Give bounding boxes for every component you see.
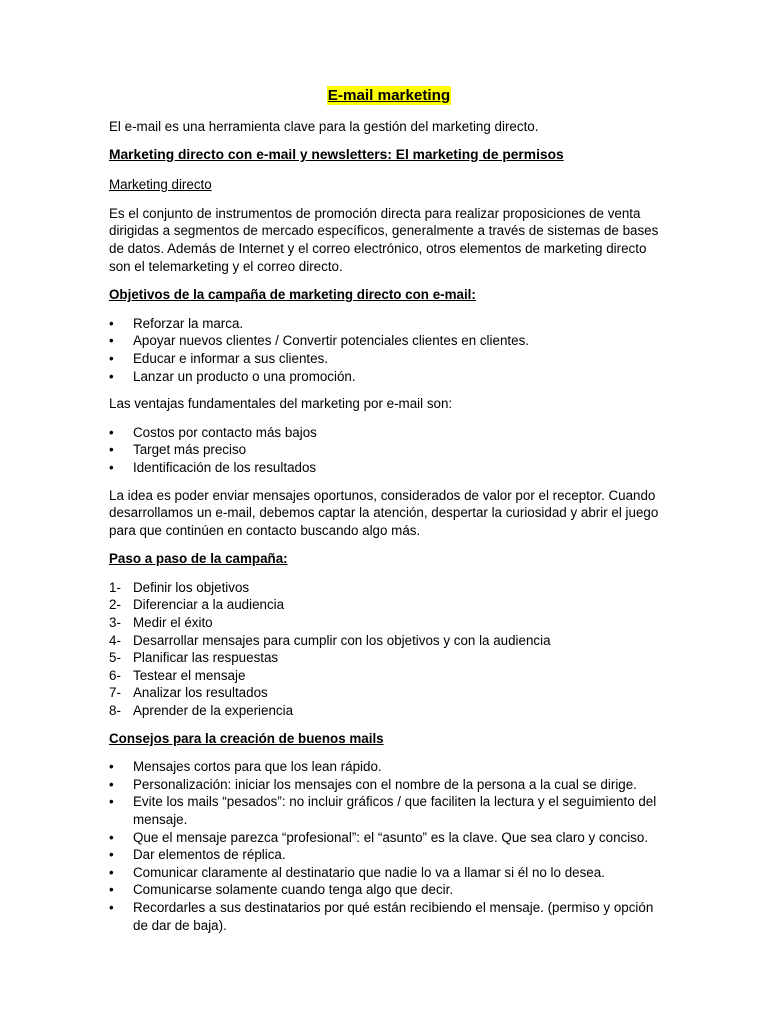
list-item-text: Mensajes cortos para que los lean rápido. <box>133 759 382 775</box>
list-item-text: Target más preciso <box>133 442 247 458</box>
bullet-mark: • <box>109 368 114 384</box>
list-item <box>109 899 669 934</box>
list-item-text: Desarrollar mensajes para cumplir con los objetivos y con la audiencia <box>133 632 551 648</box>
list-item-text: Definir los objetivos <box>133 579 250 595</box>
list-item-text: Diferenciar a la audiencia <box>133 597 285 613</box>
list-item <box>109 632 669 650</box>
list-item <box>109 667 669 685</box>
list-item <box>109 424 669 442</box>
list-item <box>109 649 669 667</box>
idea-paragraph: La idea es poder enviar mensajes oportunos, considerados de valor por el receptor. Cuando desarrollamos un e-mail, debemos captar la atención, despertar la curiosidad y abrir el juego para que continúen en contacto buscando algo más. <box>109 487 659 538</box>
tips-list <box>109 758 669 934</box>
bullet-mark: • <box>109 442 114 458</box>
list-item-text: Recordarles a sus destinatarios por qué están recibiendo el mensaje. (permiso y opción de dar de baja). <box>133 899 654 933</box>
subheading-marketing-directo: Marketing directo <box>109 177 212 193</box>
objectives-heading: Objetivos de la campaña de marketing directo con e-mail: <box>109 287 476 303</box>
list-item-text: Personalización: iniciar los mensajes con el nombre de la persona a la cual se dirige. <box>133 776 637 792</box>
list-item <box>109 368 669 386</box>
list-item <box>109 793 669 828</box>
list-item-text: Costos por contacto más bajos <box>133 424 317 440</box>
bullet-mark: • <box>109 776 114 792</box>
bullet-mark: • <box>109 847 114 863</box>
list-item <box>109 315 669 333</box>
list-item-text: Comunicarse solamente cuando tenga algo que decir. <box>133 882 454 898</box>
intro-paragraph: El e-mail es una herramienta clave para la gestión del marketing directo. <box>109 119 539 134</box>
bullet-mark: • <box>109 459 114 475</box>
bullet-mark: • <box>109 333 114 349</box>
list-item <box>109 864 669 882</box>
step-number: 2- <box>109 597 121 613</box>
step-number: 7- <box>109 685 121 701</box>
list-item-text: Testear el mensaje <box>133 667 246 683</box>
tips-heading: Consejos para la creación de buenos mails <box>109 730 384 746</box>
bullet-mark: • <box>109 899 114 915</box>
step-number: 6- <box>109 667 121 683</box>
title-container <box>109 86 669 105</box>
list-item <box>109 441 669 459</box>
list-item-text: Educar e informar a sus clientes. <box>133 350 328 366</box>
bullet-mark: • <box>109 882 114 898</box>
list-item-text: Lanzar un producto o una promoción. <box>133 368 356 384</box>
step-number: 8- <box>109 703 121 719</box>
advantages-intro: Las ventajas fundamentales del marketing por e-mail son: <box>109 396 453 412</box>
document-page <box>109 86 669 944</box>
objectives-list <box>109 315 669 385</box>
list-item-text: Medir el éxito <box>133 615 213 631</box>
list-item-text: Identificación de los resultados <box>133 459 317 475</box>
list-item <box>109 684 669 702</box>
step-number: 1- <box>109 579 121 595</box>
list-item <box>109 614 669 632</box>
list-item <box>109 881 669 899</box>
steps-heading: Paso a paso de la campaña: <box>109 551 288 567</box>
list-item <box>109 829 669 847</box>
list-item-text: Dar elementos de réplica. <box>133 847 286 863</box>
list-item-text: Reforzar la marca. <box>133 315 244 331</box>
list-item <box>109 596 669 614</box>
bullet-mark: • <box>109 829 114 845</box>
list-item <box>109 459 669 477</box>
list-item <box>109 846 669 864</box>
list-item-text: Aprender de la experiencia <box>133 703 294 719</box>
advantages-list <box>109 424 669 477</box>
bullet-mark: • <box>109 315 114 331</box>
list-item-text: Analizar los resultados <box>133 685 268 701</box>
document-title: E-mail marketing <box>327 87 451 104</box>
list-item <box>109 332 669 350</box>
definition-paragraph: Es el conjunto de instrumentos de promoción directa para realizar proposiciones de venta dirigidas a segmentos de mercado específicos, generalmente a través de sistemas de bases de datos. Además de Internet y el correo electrónico, otros elementos de marketing directo son el telemarketing y el correo directo. <box>109 205 659 274</box>
list-item-text: Planificar las respuestas <box>133 650 279 666</box>
bullet-mark: • <box>109 864 114 880</box>
bullet-mark: • <box>109 424 114 440</box>
section-heading: Marketing directo con e-mail y newsletters: El marketing de permisos <box>109 146 564 162</box>
list-item-text: Que el mensaje parezca “profesional”: el “asunto” es la clave. Que sea claro y conciso. <box>133 829 649 845</box>
list-item-text: Apoyar nuevos clientes / Convertir potenciales clientes en clientes. <box>133 333 529 349</box>
step-number: 5- <box>109 650 121 666</box>
list-item <box>109 776 669 794</box>
list-item-text: Comunicar claramente al destinatario que nadie lo va a llamar si él no lo desea. <box>133 864 605 880</box>
bullet-mark: • <box>109 350 114 366</box>
list-item <box>109 702 669 720</box>
step-number: 4- <box>109 632 121 648</box>
step-number: 3- <box>109 615 121 631</box>
list-item <box>109 579 669 597</box>
list-item <box>109 350 669 368</box>
list-item <box>109 758 669 776</box>
steps-list <box>109 579 669 720</box>
bullet-mark: • <box>109 759 114 775</box>
list-item-text: Evite los mails “pesados”: no incluir gráficos / que faciliten la lectura y el seguimiento del mensaje. <box>133 794 657 827</box>
bullet-mark: • <box>109 794 114 810</box>
